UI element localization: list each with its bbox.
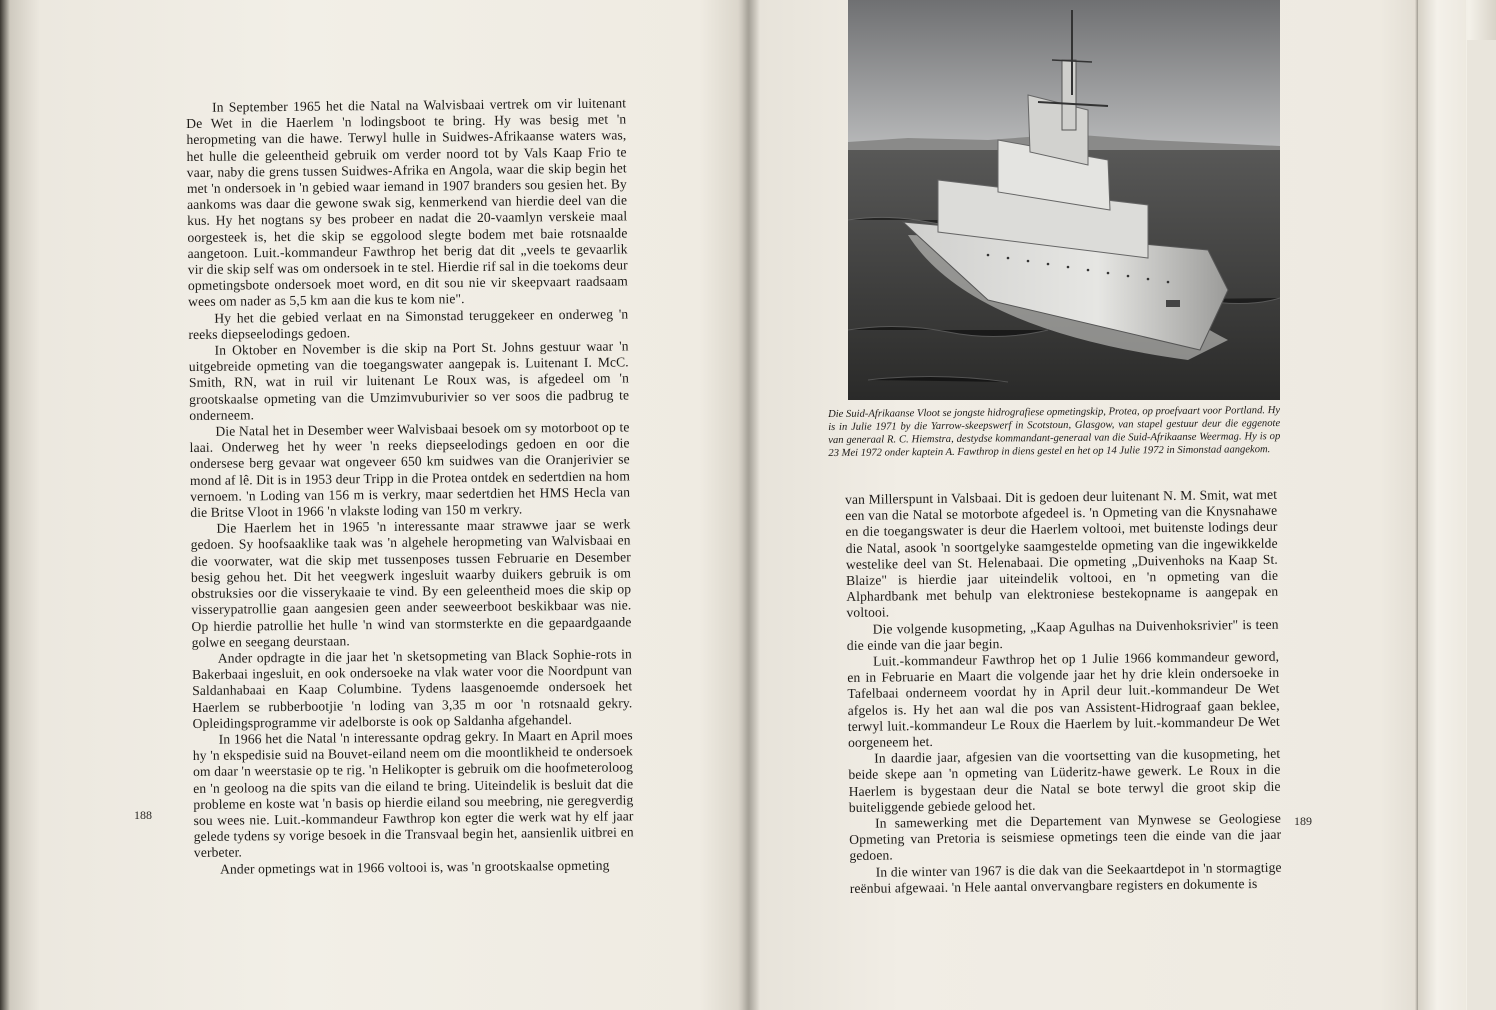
page-number: 188 [134, 808, 152, 822]
paragraph: Luit.-kommandeur Fawthrop het op 1 Julie 1966 kommandeur geword, en in Februarie en Maart die volgende jaar het hy drie klein ondersoeke in Tafelbaai onderneem voordat hy in April deur luit.-kommandeur De Wet afgelos is. Hy het aan wal die pos van Assistent-Hidrograaf gaan beklee, terwyl luit.-kommandeur Le Roux die Haerlem by luit.-kommandeur De Wet oorgeneem het. [847, 648, 1280, 751]
paragraph: Ander opmetings wat in 1966 voltooi is, was 'n grootskaalse opmeting [219, 857, 610, 877]
paragraph: In September 1965 het die Natal na Walvisbaai vertrek om vir luitenant De Wet in die Haerlem 'n lodingsboot te bring. Hy was besig met 'n heropmeting van die hawe. Terwyl hulle in Suidwes-Afrikaanse waters was, het hulle die geleentheid gebruik om verder noord tot by Vals Kaap Frio te vaar, naby die grens tussen Suidwes-Afrika en Angola, waar die skip begin het met 'n ondersoek in 'n gebied waar iemand in 1907 branders sou gesien het. By aankoms was daar die gewone swak sig, kenmerkend van hierdie deel van die kus. Hy het nogtans sy bes probeer en nadat die 20-vaamlyn verskeie maal oorgesteek is, het die skip se eggolood slegte bodem met baie rotsnaalde aangetoon. Luit.-kommandeur Fawthrop het berig dat dit „veels te gevaarlik vir die skip self was om ondersoek in te stel. Hierdie rif sal in die toekoms deur opmetingsbote ondersoek moet word, en dit sou nie vir skeepvaart raadsaam wees om nader as 5,5 km aan die kus te kom nie". [186, 95, 628, 310]
paragraph: Die Haerlem het in 1965 'n interessante maar strawwe jaar se werk gedoen. Sy hoofsaaklike taak was 'n algehele heropmeting van Walvisbaai en die voorwater, wat die skip met tussenposes tussen Februarie en Desember besig gehou het. Dit het veegwerk ingesluit waarby duikers gebruik is om obstruksies oor die visserykaaie te vind. By een geleentheid moes die skip op visserypatrollie gaan aangesien geen ander seeweerboot beskikbaar was nie. Op hierdie patrollie het hulle 'n wind van stormsterkte en die gepaardgaande golwe en seegang deurstaan. [190, 516, 632, 650]
next-page-edge [1418, 0, 1466, 1010]
paragraph: Ander opdragte in die jaar het 'n sketsopmeting van Black Sophie-rots in Bakerbaai ingesluit, en ook ondersoeke na vlak water voor die Noordpunt van Saldanhabaai en Kaap Columbine. Tydens laasgenoemde ondersoek het Haerlem se rubberbootjie 'n loding van 3,35 m oor 'n rotsnaald gekry. Opleidingsprogramme vir adelborste is ook op Saldanha afgehandel. [191, 646, 633, 731]
paragraph: Die volgende kusopmeting, „Kaap Agulhas na Duivenhoksrivier" is teen die einde van die jaar begin. [846, 616, 1279, 653]
paragraph: van Millerspunt in Valsbaai. Dit is gedoen deur luitenant N. M. Smit, wat met een van die Natal se motorbote afgedeel is. 'n Opmeting van die Knysnahawe en die toegangswater is deur die Haerlem voltooi, met buitenste lodings deur die Natal, asook 'n soortgelyke saamgestelde opmeting van die ingewikkelde westelike deel van St. Helenabaai. Die opmeting „Duivenhoks na Kaap St. Blaize" is hierdie jaar uiteindelik voltooi, en 'n opmeting van die Alphardbank met behulp van elektroniese bestekopname is aangepak en voltooi. [845, 486, 1279, 621]
right-page [748, 0, 1418, 1010]
paragraph: In 1966 het die Natal 'n interessante opdrag gekry. In Maart en April moes hy 'n ekspedisie suid na Bouvet-eiland neem om die moontlikheid te ondersoek om daar 'n weerstasie op te rig. 'n Helikopter is gebruik om die hoofmeteroloog en 'n geoloog na die spits van die eiland te bring. Uiteindelik is besluit dat die probleme en koste wat 'n basis op hierdie eiland sou meebring, nie geregverdig sou wees nie. Luit.-kommandeur Fawthrop kon egter die werk wat hy elf jaar gelede tydens sy vorige besoek in die Transvaal begin het, aansienlik uitbrei en verbeter. [192, 727, 634, 861]
paragraph: In die winter van 1967 is die dak van die Seekaartdepot in 'n stormagtige reënbui afgewaai. 'n Hele aantal onvervangbare registers en dokumente is [849, 859, 1282, 896]
right-page-text [845, 487, 1282, 897]
paragraph: In samewerking met die Departement van Mynwese se Geologiese Opmeting van Pretoria is seismiese opmetings teen die einde van die jaar gedoen. [849, 810, 1282, 864]
background-page [1467, 40, 1496, 1010]
left-page-text [186, 95, 634, 877]
page-number: 189 [1294, 814, 1312, 828]
paragraph: Hy het die gebied verlaat en na Simonstad teruggekeer en onderweg 'n reeks diepseelodings gedoen. [188, 306, 629, 342]
paragraph: Die Natal het in Desember weer Walvisbaai besoek om sy motorboot op te laai. Onderweg het hy weer 'n reeks diepseelodings gedoen en oor die ondersese berg gevaar wat ongeveer 650 km suidwes van die Oranjerivier se mond af lê. Dit is in 1953 deur Tripp in die Protea ontdek en sedertdien na hom vernoem. 'n Loding van 156 m is verkry, maar sedertdien het HMS Hecla van die Britse Vloot in 1966 'n vlakste loding van 150 m verkry. [189, 419, 631, 521]
ship-illustration [848, 0, 1280, 400]
photo-caption: Die Suid-Afrikaanse Vloot se jongste hidrografiese opmetingskip, Protea, op proefvaart voor Portland. Hy is in Julie 1971 by die Yarrow-skeepswerf in Scotstoun, Glasgow, van stapel gestuur deur die eggenote van generaal R. C. Hiemstra, destydse kommandant-generaal van die Suid-Afrikaanse Weermag. Hy is op 23 Mei 1972 onder kaptein A. Fawthrop in diens gestel en het op 14 Julie 1972 in Simonstad aangekom. [828, 405, 1281, 459]
paragraph: In Oktober en November is die skip na Port St. Johns gestuur waar 'n uitgebreide opmeting van die toegangswater aangepak is. Luitenant I. McC. Smith, RN, wat in ruil vir luitenant Le Roux was, is afgedeel om 'n grootskaalse opmeting van die Umzimvuburivier so ver soos die padbrug te onderneem. [188, 338, 630, 423]
ship-photo [848, 0, 1280, 400]
paragraph: In daardie jaar, afgesien van die voortsetting van die kusopmeting, het beide skepe aan 'n opmeting van Lüderitz-hawe gewerk. Le Roux in die Haerlem is bygestaan deur die Natal se bote terwyl die groot skip die buiteliggende gebiede gelood het. [848, 745, 1281, 815]
